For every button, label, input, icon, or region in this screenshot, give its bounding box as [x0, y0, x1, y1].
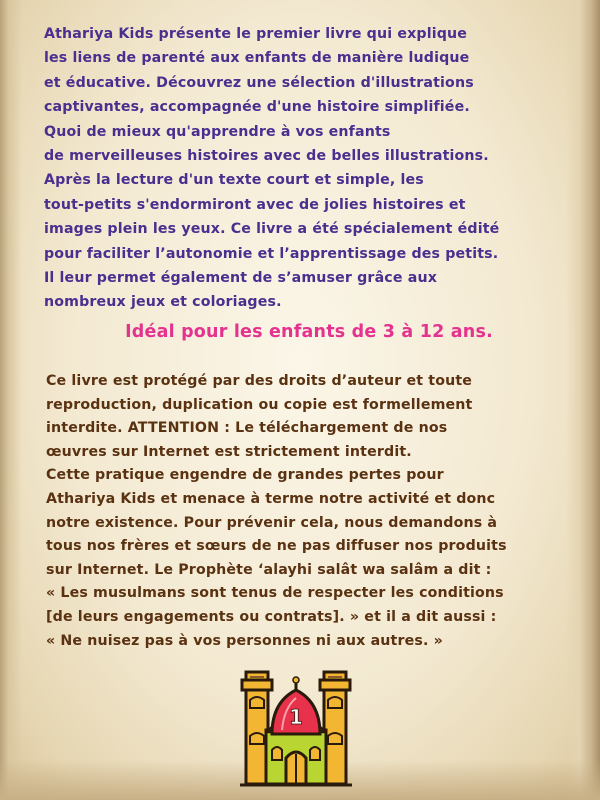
castle-logo-icon: [232, 668, 360, 790]
intro-line: et éducative. Découvrez une sélection d'illustrations: [44, 74, 474, 91]
notice-line: « Ne nuisez pas à vos personnes ni aux autres. »: [46, 632, 443, 649]
notice-line: Ce livre est protégé par des droits d’auteur et toute: [46, 373, 473, 389]
intro-line: Après la lecture d'un texte court et simple, les: [44, 172, 424, 189]
notice-line: [de leurs engagements ou contrats]. » et il a dit aussi :: [46, 608, 497, 625]
intro-line: Quoi de mieux qu'apprendre à vos enfants: [44, 123, 391, 140]
age-range-tagline: Idéal pour les enfants de 3 à 12 ans.: [125, 322, 493, 342]
notice-line: Cette pratique engendre de grandes pertes pour: [46, 467, 444, 484]
intro-line: de merveilleuses histoires avec de belles illustrations.: [44, 148, 489, 165]
page-edge-right: [566, 0, 600, 800]
volume-number: 1: [289, 705, 303, 729]
notice-line: œuvres sur Internet est strictement interdit.: [46, 443, 412, 460]
notice-line: tous nos frères et sœurs de ne pas diffuser nos produits: [46, 538, 507, 555]
intro-line: les liens de parenté aux enfants de manière ludique: [44, 50, 470, 67]
notice-line: Athariya Kids et menace à terme notre activité et donc: [46, 490, 496, 507]
intro-line: pour faciliter l’autonomie et l’apprentissage des petits.: [44, 245, 499, 262]
copyright-notice: [46, 370, 566, 653]
notice-line: « Les musulmans sont tenus de respecter les conditions: [46, 585, 504, 602]
intro-line: Il leur permet également de s’amuser grâce aux: [44, 270, 438, 287]
intro-line: images plein les yeux. Ce livre a été spécialement édité: [44, 221, 500, 238]
notice-line: reproduction, duplication ou copie est formellement: [46, 396, 473, 413]
page-edge-left: [0, 0, 22, 800]
intro-paragraph: [44, 22, 564, 315]
intro-line: Athariya Kids présente le premier livre qui explique: [44, 26, 468, 42]
notice-line: notre existence. Pour prévenir cela, nous demandons à: [46, 514, 498, 531]
intro-line: tout-petits s'endormiront avec de jolies histoires et: [44, 196, 466, 213]
intro-line: nombreux jeux et coloriages.: [44, 294, 282, 311]
intro-line: captivantes, accompagnée d'une histoire simplifiée.: [44, 99, 470, 116]
notice-line: sur Internet. Le Prophète ‘alayhi salât wa salâm a dit :: [46, 561, 492, 578]
notice-line: interdite. ATTENTION : Le téléchargement de nos: [46, 420, 448, 437]
